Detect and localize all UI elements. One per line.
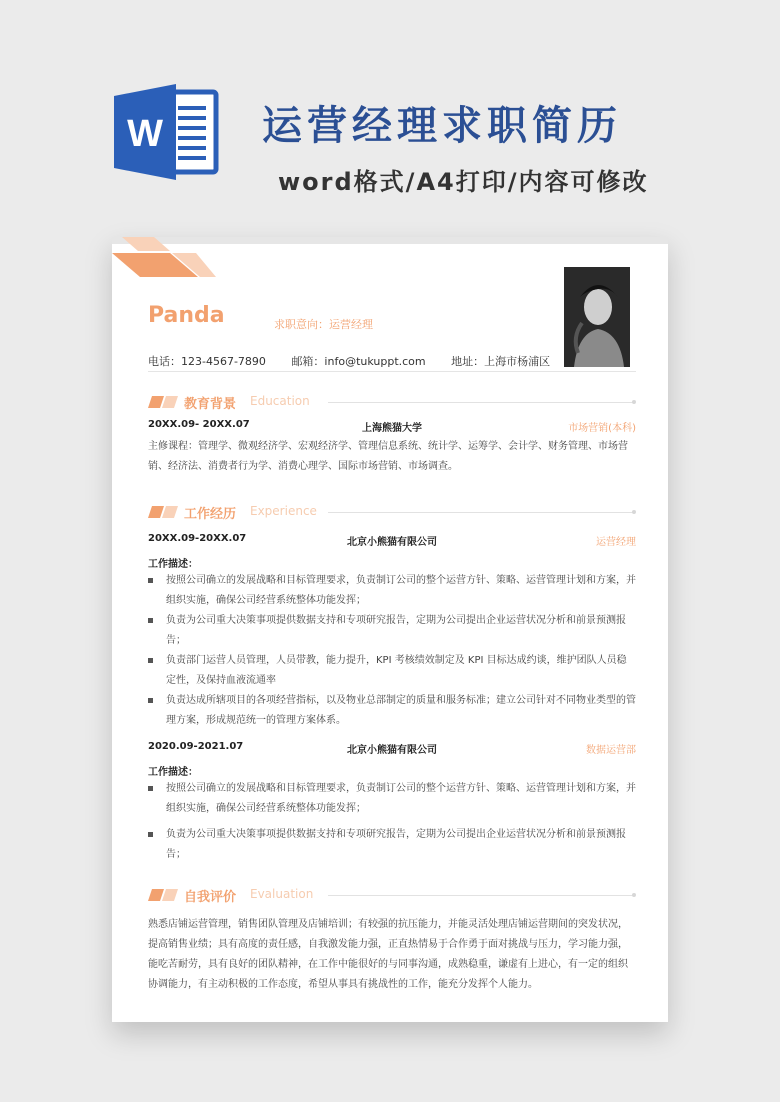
- section-dot: [632, 510, 636, 514]
- banner-title: 运营经理求职简历: [262, 103, 622, 149]
- education-header: [148, 392, 636, 412]
- company-name: 北京小熊猫有限公司: [347, 745, 437, 756]
- job-date: 2020.09-2021.07: [148, 741, 244, 752]
- svg-text:W: W: [127, 113, 163, 155]
- email: 邮箱：info@tukuppt.com: [291, 355, 426, 368]
- profile-photo: [564, 267, 630, 367]
- section-title: 教育背景: [184, 397, 237, 412]
- section-marker-icon: [148, 506, 178, 518]
- education-row: [148, 419, 636, 435]
- job-position: 数据运营部: [586, 745, 636, 756]
- job-bullet: 负责部门运营人员管理，人员带教，能力提升，KPI 考核绩效制定及 KPI 目标达成约谈，维护团队人员稳定性，及保持血液流通率: [148, 651, 636, 691]
- bullet-icon: [148, 618, 153, 623]
- section-title: 自我评价: [184, 890, 237, 905]
- job-bullet: 负责为公司重大决策事项提供数据支持和专项研究报告，定期为公司提出企业运营状况分析和前景预测报告；: [148, 825, 636, 865]
- job-desc-label: 工作描述：: [148, 767, 198, 778]
- bullet-icon: [148, 832, 153, 837]
- job-bullet: 按照公司确立的发展战略和目标管理要求，负责制订公司的整个运营方针、策略、运营管理计划和方案，并组织实施，确保公司经营系统整体功能发挥；: [148, 571, 636, 611]
- section-subtitle: Experience: [250, 504, 317, 518]
- section-rule: [328, 512, 634, 513]
- school-name: 上海熊猫大学: [362, 423, 422, 434]
- divider: [148, 371, 636, 372]
- evaluation-header: [148, 885, 636, 905]
- bullet-icon: [148, 658, 153, 663]
- courses-text: 主修课程：管理学、微观经济学、宏观经济学、管理信息系统、统计学、运筹学、会计学、财务管理、市场营销、经济法、消费者行为学、消费心理学、国际市场营销、市场调查。: [148, 441, 628, 472]
- evaluation-text: 熟悉店铺运营管理，销售团队管理及店铺培训；有较强的抗压能力，并能灵活处理店铺运营期间的突发状况，提高销售业绩；具有高度的责任感，自我激发能力强，正直热情易于合作勇于面对挑战与压力，学习能力强，能吃苦耐劳，具有良好的团队精神，在工作中能很好的与同事沟通，成熟稳重，谦虚有上进心，有一定的组织协调能力，有主动积极的工作态度，希望从事具有挑战性的工作，能充分发挥个人能力。: [148, 919, 628, 990]
- bullet-icon: [148, 786, 153, 791]
- section-title: 工作经历: [184, 507, 237, 522]
- bullet-icon: [148, 698, 153, 703]
- section-dot: [632, 893, 636, 897]
- resume-page: [112, 237, 668, 1022]
- bullet-icon: [148, 578, 153, 583]
- banner: [0, 0, 780, 230]
- job-desc-label: 工作描述：: [148, 559, 198, 570]
- education-date: 20XX.09- 20XX.07: [148, 419, 250, 430]
- job-row: [148, 741, 636, 757]
- section-subtitle: Education: [250, 394, 310, 408]
- section-marker-icon: [148, 889, 178, 901]
- job-bullet: 负责为公司重大决策事项提供数据支持和专项研究报告，定期为公司提出企业运营状况分析和前景预测报告；: [148, 611, 636, 651]
- section-subtitle: Evaluation: [250, 887, 314, 901]
- job-bullet: 负责达成所辖项目的各项经营指标，以及物业总部制定的质量和服务标准；建立公司针对不同物业类型的管理方案，形成规范统一的管理方案体系。: [148, 691, 636, 731]
- word-icon: [112, 82, 222, 182]
- section-rule: [328, 402, 634, 403]
- candidate-name: Panda: [148, 303, 225, 328]
- contact-info: [148, 353, 572, 369]
- section-dot: [632, 400, 636, 404]
- major: 市场营销(本科): [568, 423, 636, 434]
- job-bullet: 按照公司确立的发展战略和目标管理要求，负责制订公司的整个运营方针、策略、运营管理计划和方案，并组织实施，确保公司经营系统整体功能发挥；: [148, 779, 636, 819]
- section-rule: [328, 895, 634, 896]
- job-row: [148, 533, 636, 549]
- job-date: 20XX.09-20XX.07: [148, 533, 247, 544]
- corner-decoration: [112, 237, 222, 287]
- section-marker-icon: [148, 396, 178, 408]
- job-position: 运营经理: [596, 537, 636, 548]
- experience-header: [148, 502, 636, 522]
- job-intent: 求职意向：运营经理: [274, 318, 373, 331]
- banner-subtitle: word格式/A4打印/内容可修改: [278, 168, 649, 196]
- address: 地址：上海市杨浦区: [451, 355, 551, 368]
- phone: 电话：123-4567-7890: [148, 355, 266, 368]
- company-name: 北京小熊猫有限公司: [347, 537, 437, 548]
